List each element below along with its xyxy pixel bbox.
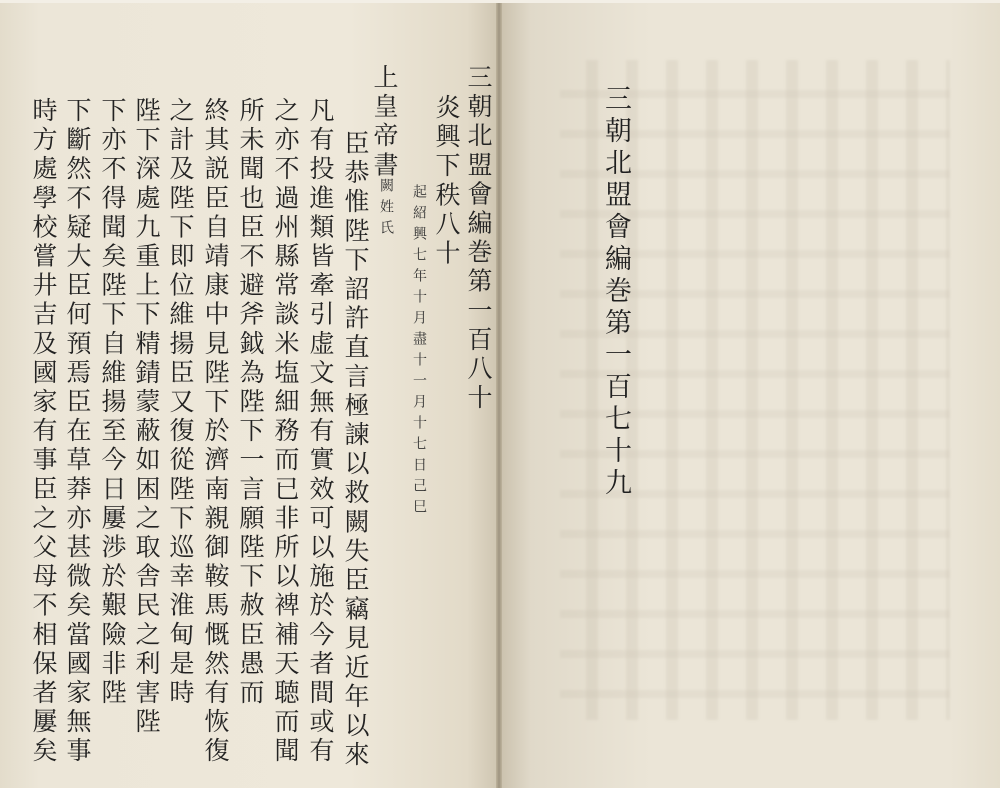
body-column-9: 下斷然不疑大臣何預焉臣在草莽亦甚微矣當國家無事 — [63, 97, 92, 767]
body-column-1: 臣恭惟陛下詔許直言極諫以救闕失臣竊見近年以來 — [341, 130, 370, 771]
book-gutter — [496, 0, 502, 788]
right-page-title: 三朝北盟會編巻第一百七十九 — [600, 84, 631, 500]
body-column-10: 時方處學校嘗井吉及國家有事臣之父母不相保者屢矣 — [29, 97, 58, 767]
left-page-title: 三朝北盟會編巻第一百八十 — [464, 64, 493, 414]
body-column-7: 陛下深處九重上下精錆蒙蔽如困之取舎民之利害陛 — [132, 97, 161, 738]
date-note: 起紹興七年十月盡十一月十七日己巳 — [411, 184, 427, 520]
left-page-subtitle: 炎興下秩八十 — [432, 94, 461, 269]
body-column-3: 之亦不過州縣常談米塩細務而已非所以裨補天聴而聞 — [271, 97, 300, 767]
body-column-2: 凡有投進類皆牽引虚文無有實效可以施於今者間或有 — [306, 97, 335, 767]
body-column-6: 之計及陛下即位維揚臣又復從陛下巡幸淮甸是時 — [166, 97, 195, 709]
page-top-edge — [0, 0, 1000, 3]
author-note: 闕姓氏 — [378, 178, 394, 241]
body-column-4: 所未聞也臣不避斧鉞為陛下一言願陛下赦臣愚而 — [236, 97, 265, 709]
memorial-heading: 上皇帝書 — [370, 64, 399, 181]
body-column-8: 下亦不得聞矣陛下自維揚至今日屢渉於艱險非陛 — [98, 97, 127, 709]
body-column-5: 終其説臣自靖康中見陛下於濟南親御鞍馬慨然有恢復 — [201, 97, 230, 767]
